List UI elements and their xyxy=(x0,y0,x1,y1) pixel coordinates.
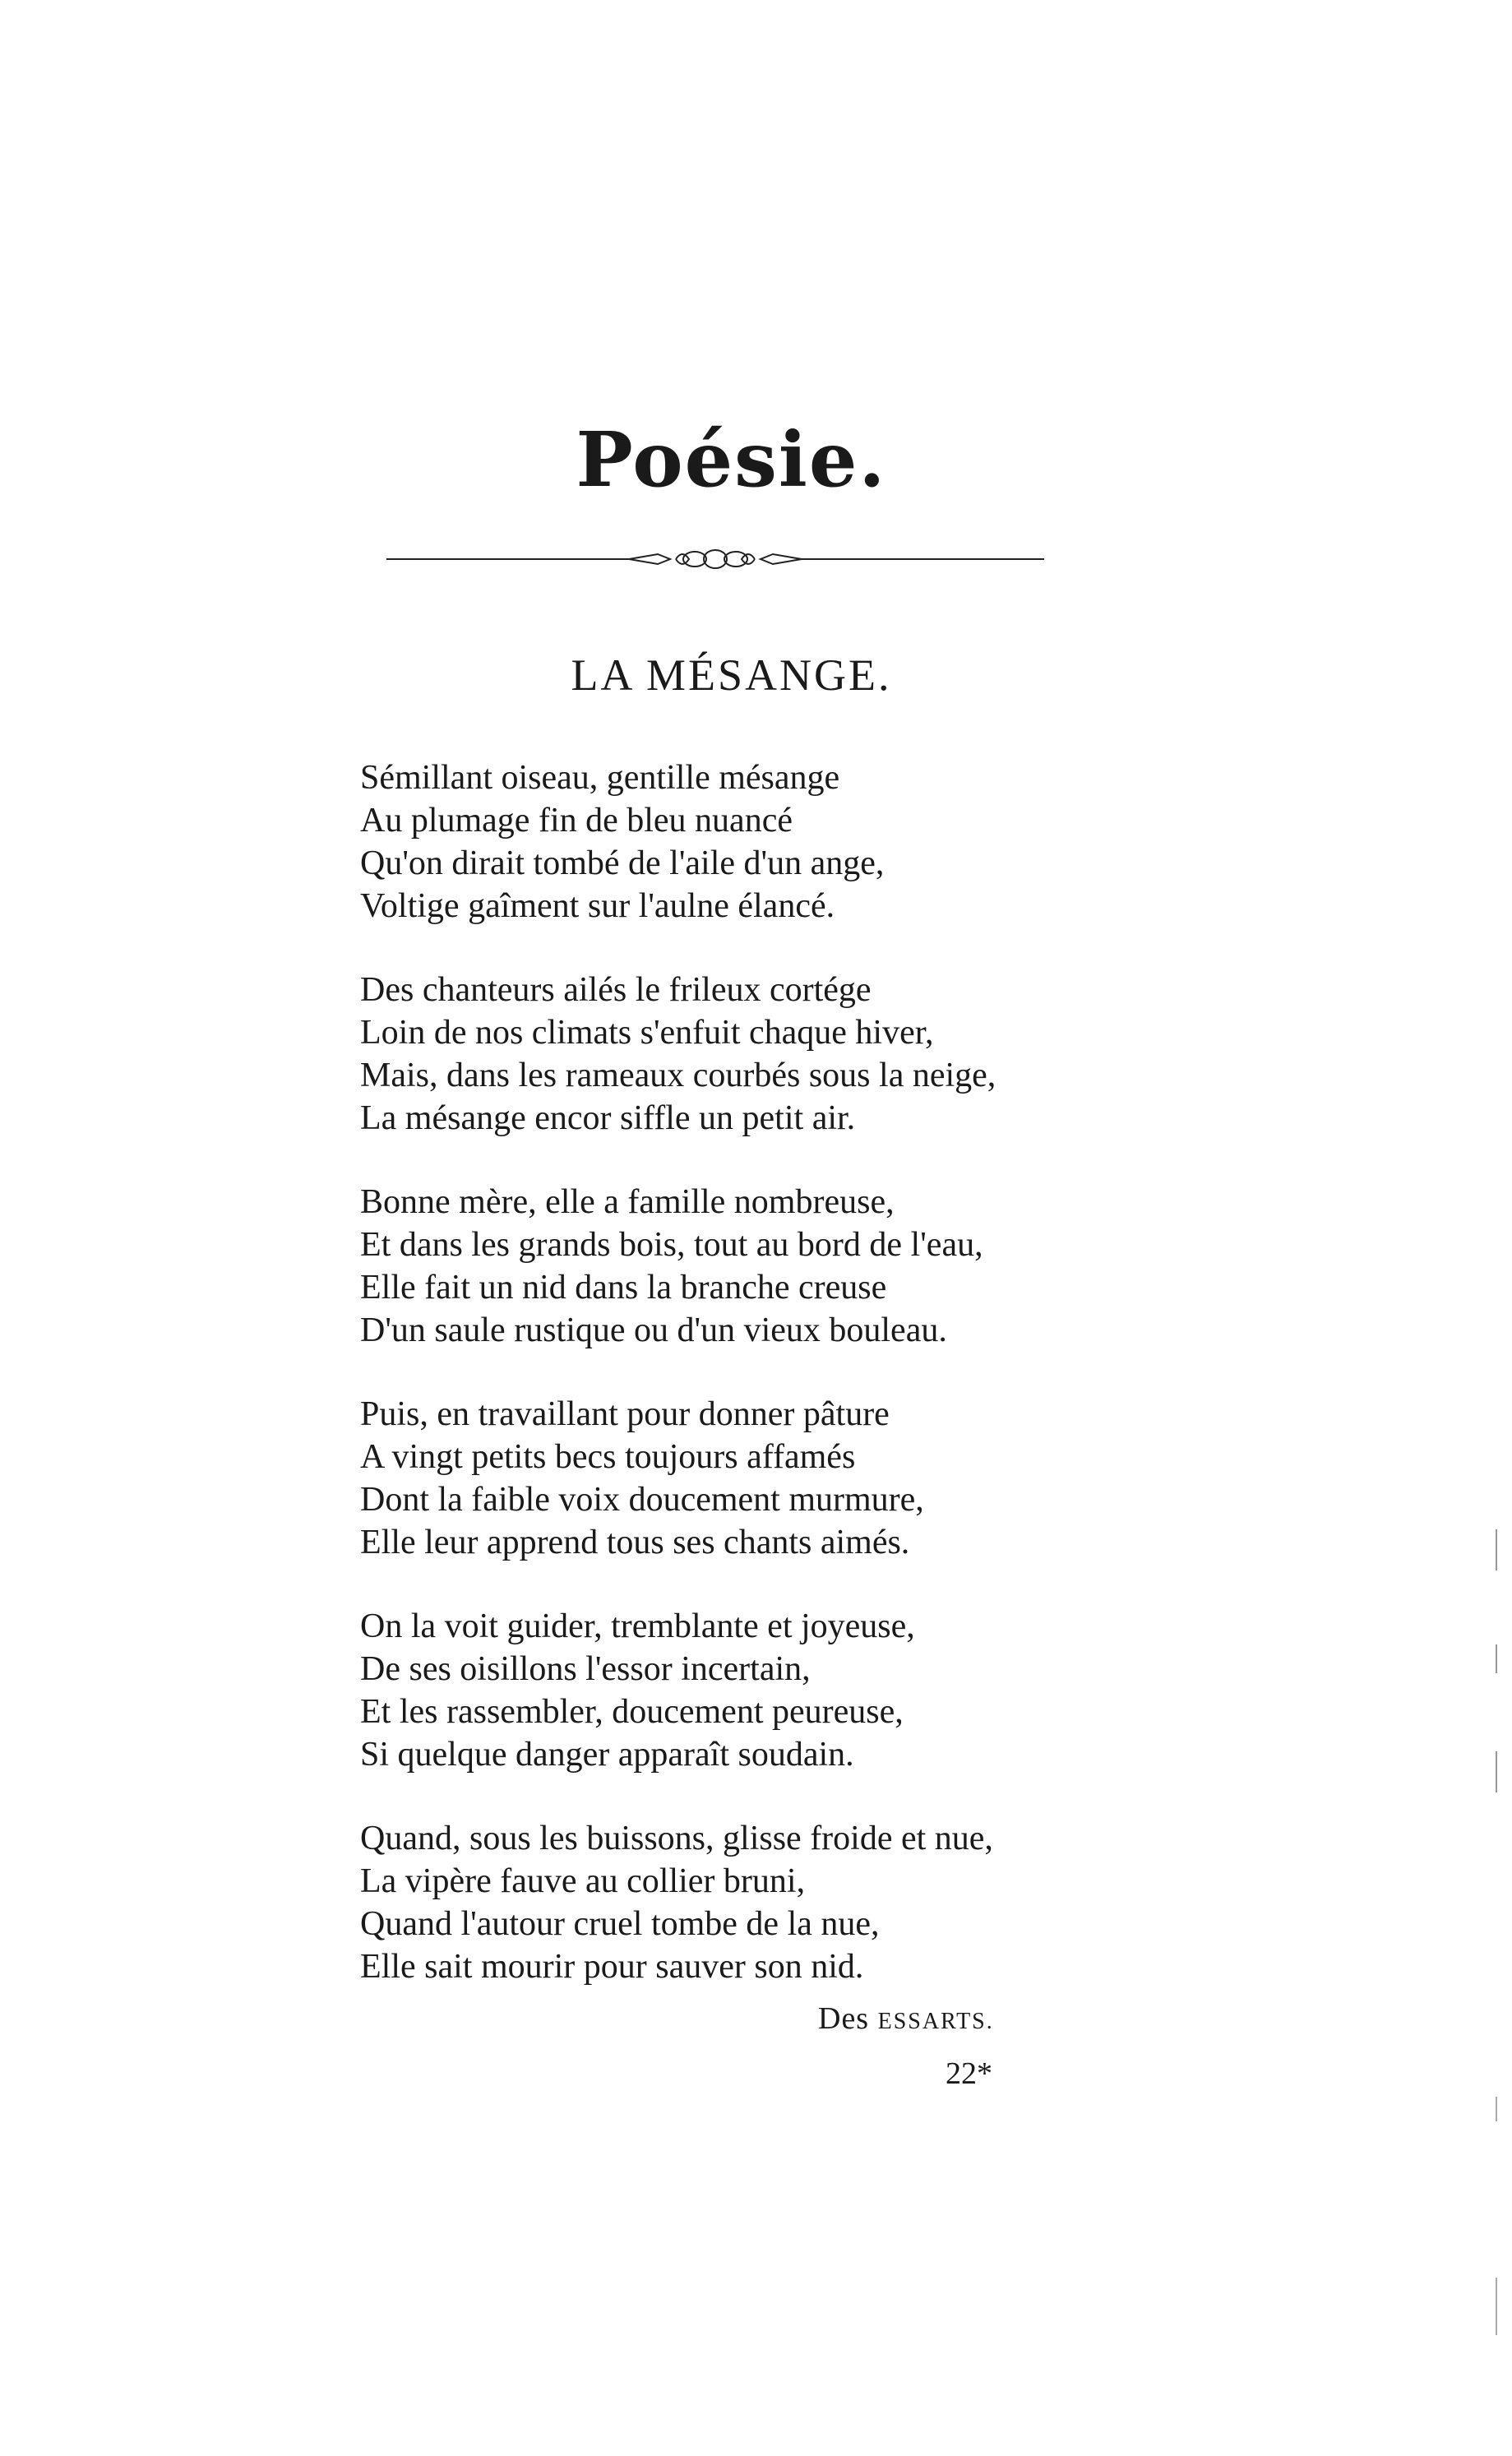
page-number: 22* xyxy=(946,2056,992,2091)
stanza-1 xyxy=(360,756,1182,927)
poem-line: Quand, sous les buissons, glisse froide et nue, xyxy=(360,1820,993,1857)
poem-line: Sémillant oiseau, gentille mésange xyxy=(360,759,840,797)
signature-first: Des xyxy=(818,2001,878,2036)
poem-line: Au plumage fin de bleu nuancé xyxy=(360,802,793,839)
poem-line: Loin de nos climats s'enfuit chaque hiver, xyxy=(360,1014,934,1052)
ornamental-divider xyxy=(386,543,1044,576)
poem-line: La vipère fauve au collier bruni, xyxy=(360,1862,806,1900)
poem-line: Mais, dans les rameaux courbés sous la neige, xyxy=(360,1057,996,1094)
poem-title: LA MÉSANGE. xyxy=(571,650,892,700)
poem-line: Puis, en travaillant pour donner pâture xyxy=(360,1395,890,1433)
signature-surname: ESSARTS. xyxy=(877,2009,994,2034)
poem-line: Bonne mère, elle a famille nombreuse, xyxy=(360,1183,895,1221)
poem-line: Et dans les grands bois, tout au bord de l'eau, xyxy=(360,1226,983,1264)
stanza-2 xyxy=(360,969,1182,1140)
poem-line: La mésange encor siffle un petit air. xyxy=(360,1099,856,1137)
stanza-4 xyxy=(360,1393,1182,1564)
section-heading: Poésie. xyxy=(576,415,887,504)
author-signature xyxy=(818,2000,994,2037)
poem-body xyxy=(360,756,1182,2029)
poem-line: Elle fait un nid dans la branche creuse xyxy=(360,1269,887,1307)
poem-line: Voltige gaîment sur l'aulne élancé. xyxy=(360,887,835,925)
poem-line: Et les rassembler, doucement peureuse, xyxy=(360,1693,904,1731)
stanza-3 xyxy=(360,1181,1182,1352)
poem-line: Quand l'autour cruel tombe de la nue, xyxy=(360,1905,880,1943)
stanza-6 xyxy=(360,1817,1182,1988)
poem-line: Si quelque danger apparaît soudain. xyxy=(360,1736,854,1774)
poem-line: De ses oisillons l'essor incertain, xyxy=(360,1650,811,1688)
poem-line: Dont la faible voix doucement murmure, xyxy=(360,1481,924,1519)
poem-line: Elle sait mourir pour sauver son nid. xyxy=(360,1948,864,1986)
poem-line: On la voit guider, tremblante et joyeuse, xyxy=(360,1607,915,1645)
poem-line: Qu'on dirait tombé de l'aile d'un ange, xyxy=(360,844,885,882)
poem-line: D'un saule rustique ou d'un vieux bouleau. xyxy=(360,1311,947,1349)
poem-line: A vingt petits becs toujours affamés xyxy=(360,1438,856,1476)
poem-line: Des chanteurs ailés le frileux cortége xyxy=(360,971,872,1009)
poem-line: Elle leur apprend tous ses chants aimés. xyxy=(360,1524,910,1561)
margin-scan-marks xyxy=(1488,1521,1505,2426)
stanza-5 xyxy=(360,1605,1182,1776)
